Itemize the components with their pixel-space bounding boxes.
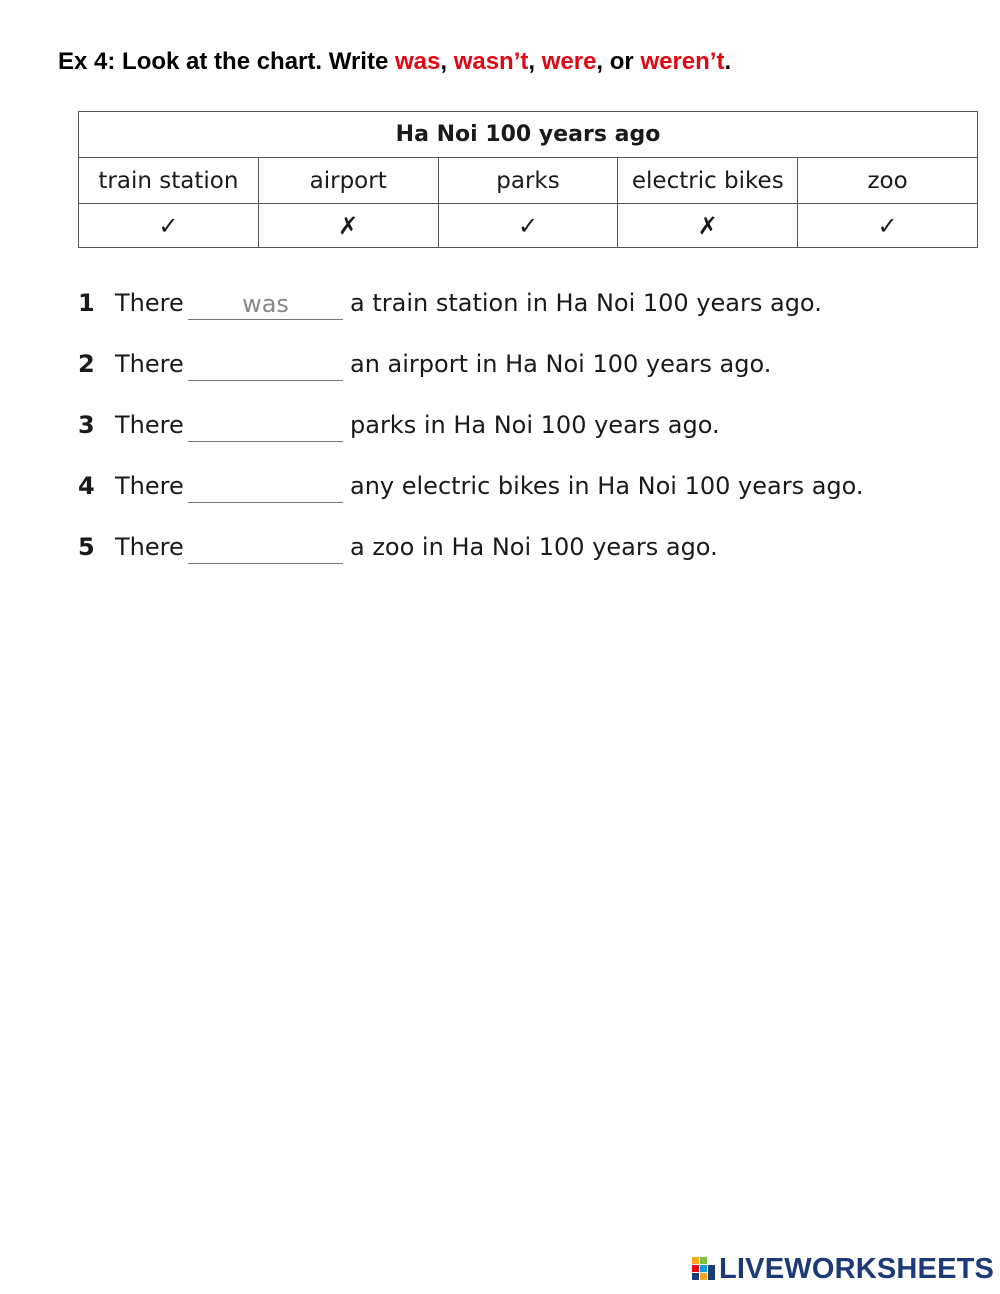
chart-header-train-station: train station [79,158,259,204]
instruction-separator: , [440,48,454,75]
question-text: an airport in Ha Noi 100 years ago. [350,350,772,378]
logo-text: LIVEWORKSHEETS [719,1252,995,1285]
keyword-was: was [394,48,441,75]
answer-input-1[interactable] [188,289,343,320]
question-number: 3 [78,411,95,439]
question-number: 1 [78,289,95,317]
check-icon: ✓ [798,204,978,248]
question-lead: There [115,350,184,378]
question-lead: There [115,289,184,317]
question-text: a zoo in Ha Noi 100 years ago. [350,533,718,561]
question-lead: There [115,411,184,439]
question-number: 2 [78,350,95,378]
keyword-wasnt: wasn’t [453,48,529,75]
chart-header-electric-bikes: electric bikes [618,158,798,204]
chart-header-zoo: zoo [798,158,978,204]
question-text: parks in Ha Noi 100 years ago. [350,411,720,439]
check-icon: ✓ [79,204,259,248]
question-number: 5 [78,533,95,561]
instruction-prefix: Ex 4: Look at the chart. Write [58,48,395,75]
chart-header-airport: airport [258,158,438,204]
exercise-instruction [58,48,731,76]
liveworksheets-logo-icon [692,1257,716,1281]
answer-input-2[interactable] [188,350,343,381]
instruction-separator: , or [596,48,641,75]
answer-input-5[interactable] [188,533,343,564]
chart-header-row [79,158,978,204]
answer-input-3[interactable] [188,411,343,442]
chart-title-row [79,112,978,158]
question-text: any electric bikes in Ha Noi 100 years ago. [350,472,864,500]
chart-header-parks: parks [438,158,618,204]
keyword-were: were [541,48,597,75]
liveworksheets-logo [692,1254,994,1284]
keyword-werent: weren’t [640,48,725,75]
question-lead: There [115,533,184,561]
instruction-separator: , [528,48,542,75]
check-icon: ✓ [438,204,618,248]
chart-title: Ha Noi 100 years ago [79,112,978,158]
question-text: a train station in Ha Noi 100 years ago. [350,289,822,317]
instruction-end: . [724,48,732,75]
cross-icon: ✗ [258,204,438,248]
question-lead: There [115,472,184,500]
hanoi-chart [78,111,978,248]
cross-icon: ✗ [618,204,798,248]
answer-input-4[interactable] [188,472,343,503]
chart-marks-row [79,204,978,248]
question-number: 4 [78,472,95,500]
